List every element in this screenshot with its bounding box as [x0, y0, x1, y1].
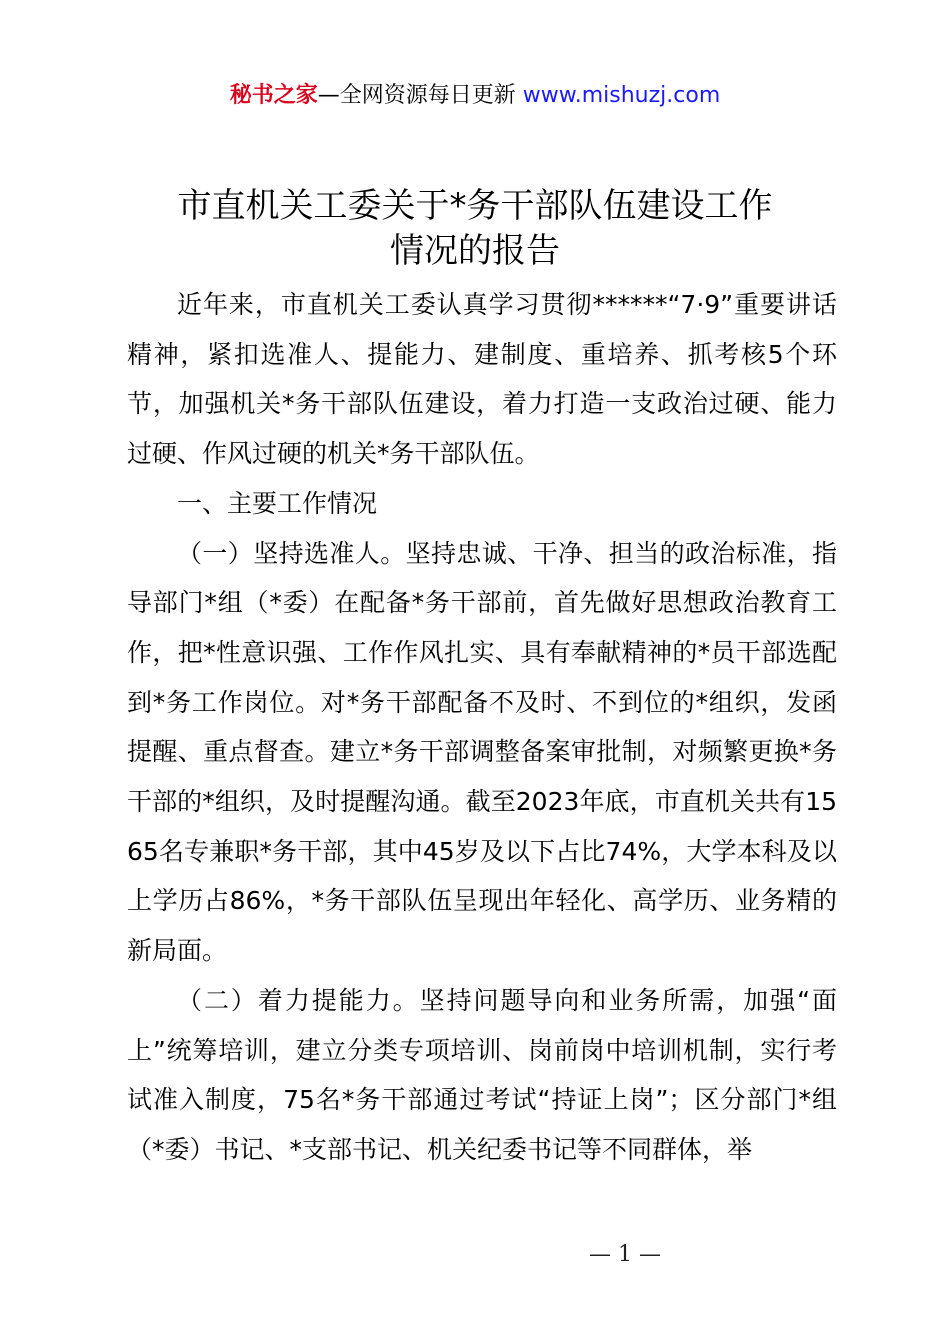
- document-title: [0, 184, 950, 274]
- title-line-2: 情况的报告: [390, 231, 560, 271]
- site-url-link[interactable]: www.mishuzj.com: [522, 83, 721, 108]
- intro-paragraph: 近年来，市直机关工委认真学习贯彻******“7·9”重要讲话精神，紧扣选准人、提能力、建制度、重培养、抓考核5个环节，加强机关*务干部队伍建设，着力打造一支政治过硬、能力过硬、作风过硬的机关*务干部队伍。: [127, 290, 837, 469]
- section-heading: 一、主要工作情况: [177, 488, 378, 518]
- site-header: [0, 80, 950, 112]
- brand-name: 秘书之家: [229, 83, 318, 108]
- title-line-1: 市直机关工委关于*务干部队伍建设工作: [177, 186, 773, 226]
- header-tagline: —全网资源每日更新: [317, 83, 523, 108]
- paragraph-improve-ability: （二）着力提能力。坚持问题导向和业务所需，加强“面上”统筹培训，建立分类专项培训、岗前岗中培训机制，实行考试准入制度，75名*务干部通过考试“持证上岗”；区分部门*组（*委）书记、*支部书记、机关纪委书记等不同群体，举: [127, 985, 837, 1164]
- document-body: [127, 280, 837, 1175]
- page-number: — 1 —: [589, 1242, 661, 1267]
- paragraph-select-people: （一）坚持选准人。坚持忠诚、干净、担当的政治标准，指导部门*组（*委）在配备*务干部前，首先做好思想政治教育工作，把*性意识强、工作作风扎实、具有奉献精神的*员干部选配到*务工作岗位。对*务干部配备不及时、不到位的*组织，发函提醒、重点督查。建立*务干部调整备案审批制，对频繁更换*务干部的*组织，及时提醒沟通。截至2023年底，市直机关共有1565名专兼职*务干部，其中45岁及以下占比74%，大学本科及以上学历占86%，*务干部队伍呈现出年轻化、高学历、业务精的新局面。: [127, 538, 837, 966]
